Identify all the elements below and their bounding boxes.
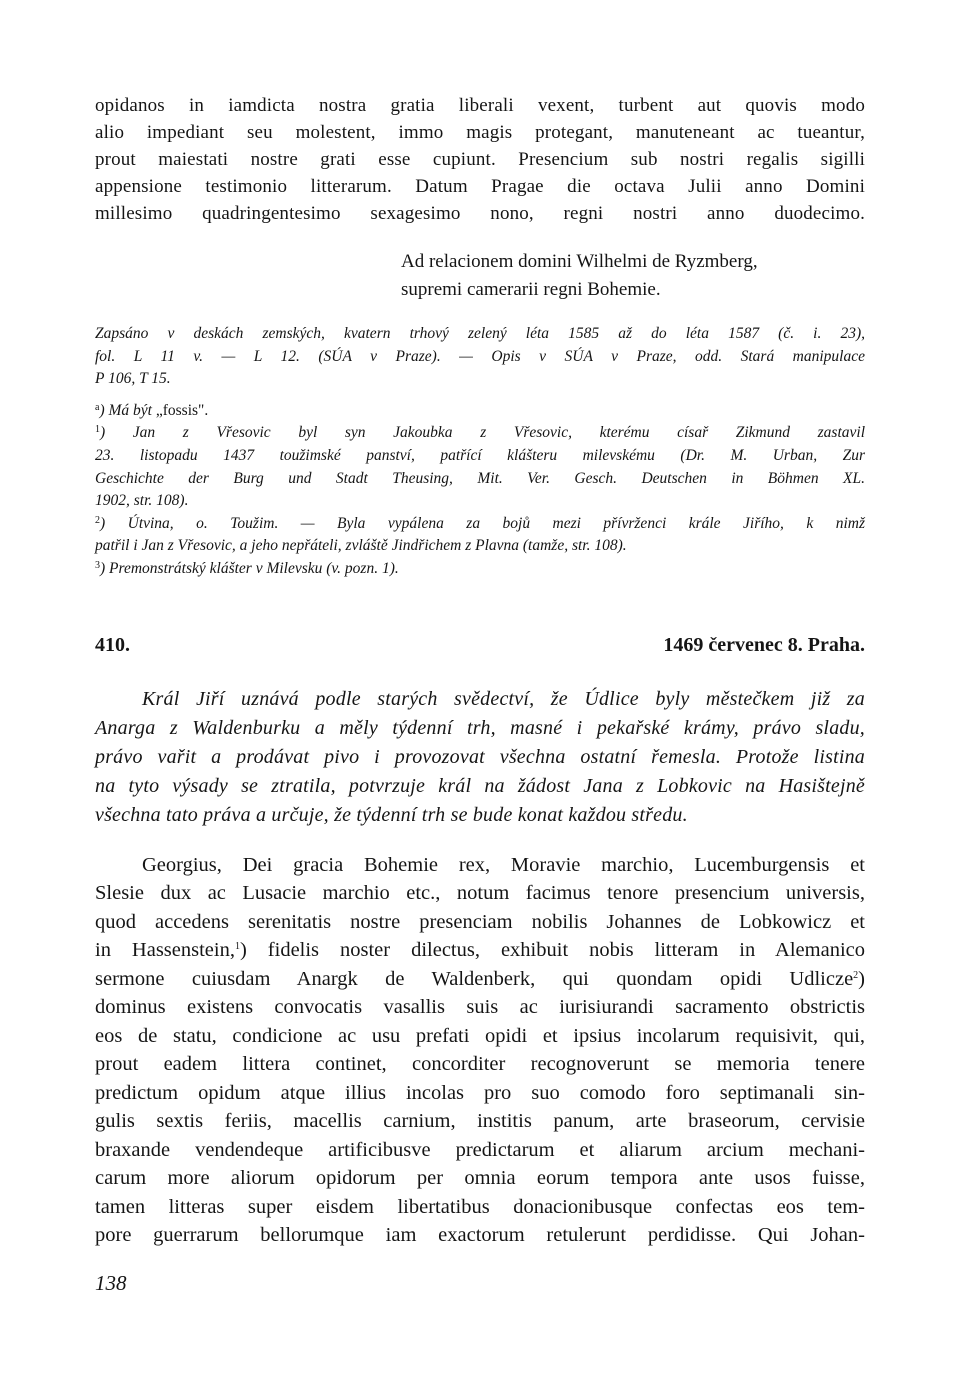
text-line: eos de statu, condicione ac usu prefati opidi et ipsius incolarum requisivit, qui,: [95, 1024, 865, 1047]
text-line: Georgius, Dei gracia Bohemie rex, Moravie marchio, Lucemburgensis et: [142, 853, 865, 876]
text-segment: ) fidelis noster dilectus, exhibuit nobis litteram in Alemanico: [239, 939, 865, 962]
text-line: Slesie dux ac Lusacie marchio etc., notum facimus tenore presencium universis,: [95, 882, 865, 905]
attestation-line: supremi camerarii regni Bohemie.: [401, 279, 661, 300]
text-segment: sermone cuiusdam Anargk de Waldenberk, qui quondam opidi Udlicze: [95, 967, 854, 990]
text-segment: in Hassenstein,: [95, 939, 235, 962]
note-line: $^a$) Má být „fossis".: [95, 401, 209, 419]
attestation-line: Ad relacionem domini Wilhelmi de Ryzmberg,: [401, 251, 758, 272]
footnote-reference: 1: [234, 941, 240, 953]
text-line: opidanos in iamdicta nostra gratia liberali vexent, turbent aut quovis modo: [95, 95, 865, 116]
text-line: pore guerrarum bellorumque iam exactorum retulerunt perdidisse. Qui Johan-: [95, 1224, 865, 1247]
text-line: [95, 965, 865, 994]
document-heading: [95, 632, 865, 658]
note-line: fol. L 11 v. — L 12. (SÚA v Praze). — Opis v SÚA v Praze, odd. Stará manipulace: [95, 347, 865, 365]
footnote-3: [95, 558, 865, 581]
previous-charter-ending: [95, 92, 865, 227]
document-summary: [95, 685, 865, 830]
footnote-a: [95, 400, 865, 423]
note-line: patřil i Jan z Vřesovic, a jeho nepřáteli, zvláště Jindřichem z Plavna (tamže, str. 108).: [95, 537, 627, 555]
note-line: 23. listopadu 1437 toužimské panství, patřící klášteru milevskému (Dr. M. Urban, Zur: [95, 446, 865, 464]
summary-line: všechna tato práva a určuje, že týdenní trh se bude konat každou středu.: [95, 803, 688, 826]
text-line: millesimo quadringentesimo sexagesimo nono, regni nostri anno duodecimo.: [95, 203, 865, 224]
note-line: Geschichte der Burg und Stadt Theusing, Mit. Ver. Gesch. Deutschen in Böhmen XL.: [95, 469, 865, 487]
footnote-text: Útvina, o. Toužim. — Byla vypálena za bojů mezi přívrženci krále Jiřího, k nimž: [127, 514, 865, 532]
footnote-marker: 2: [95, 514, 100, 526]
text-line: dominus existens convocatis vasallis suis ac iurisiurandi sacramento obstrictis: [95, 996, 865, 1019]
registry-note: [95, 323, 865, 391]
text-line: prout maiestati nostre grati esse cupiunt. Presencium sub nostri regalis sigilli: [95, 149, 865, 170]
note-line: 1902, str. 108).: [95, 492, 189, 510]
footnote-text: Má být: [108, 401, 156, 419]
footnote-text: Premonstrátský klášter v Milevsku (v. pozn. 1).: [109, 559, 399, 577]
text-line: prout eadem littera continet, concorditer recognoverunt se memoria tenere: [95, 1053, 865, 1076]
summary-line: právo vařit a prodávat pivo i provozovat všechna ostatní řemesla. Protože listina: [95, 745, 865, 768]
text-segment: ): [858, 967, 865, 990]
footnote-2: [95, 513, 865, 558]
note-line: Zapsáno v deskách zemských, kvatern trhový zelený léta 1585 až do léta 1587 (č. i. 23),: [95, 325, 865, 342]
footnote-reference: 2: [853, 969, 859, 981]
charter-text: [95, 851, 865, 1250]
summary-line: na tyto výsady se ztratila, potvrzuje král na žádost Jana z Lobkovic na Hasištejně: [95, 774, 865, 797]
note-line: $^2$) Útvina, o. Toužim. — Byla vypálena za bojů mezi přívrženci krále Jiřího, k nimž: [95, 514, 865, 532]
text-line: tamen litteras super eisdem libertatibus donacionibusque confectas eos tem-: [95, 1195, 865, 1218]
text-line: carum more aliorum opidorum per omnia eorum tempora ante usos fuisse,: [95, 1167, 865, 1190]
text-line: [95, 936, 865, 965]
note-line: P 106, T 15.: [95, 370, 171, 388]
book-page: [95, 92, 865, 1250]
footnote-marker: 3: [95, 559, 100, 571]
note-line: $^3$) Premonstrátský klášter v Milevsku (v. pozn. 1).: [95, 559, 399, 577]
footnote-quote: „fossis".: [155, 401, 209, 419]
text-line: alio impediant seu molestent, immo magis protegant, manuteneant ac tueantur,: [95, 122, 865, 143]
page-number: 138: [95, 1271, 127, 1295]
text-line: appensione testimonio litterarum. Datum Pragae die octava Julii anno Domini: [95, 176, 865, 197]
footnote-1: [95, 422, 865, 512]
document-number: 410.: [95, 633, 130, 656]
attestation-block: [401, 248, 865, 304]
document-date-place: 1469 červenec 8. Praha.: [663, 633, 865, 656]
text-line: gulis sextis feriis, macellis carnium, institis panum, arte braseorum, cervisie: [95, 1110, 865, 1133]
text-line: predictum opidum atque illius incolas pro suo comodo foro septimanali sin-: [95, 1081, 865, 1104]
footnote-marker: 1: [95, 424, 100, 436]
text-line: quod accedens serenitatis nostre presenciam nobilis Johannes de Lobkowicz et: [95, 910, 865, 933]
footnote-marker: a: [95, 401, 100, 413]
text-line: braxande vendendeque artificibusve predictarum et aliarum arcium mechani-: [95, 1138, 865, 1161]
summary-line: Král Jiří uznává podle starých svědectví, že Údlice byly městečkem již za: [142, 687, 865, 710]
summary-line: Anarga z Waldenburku a měly týdenní trh, masné i pekařské krámy, právo sladu,: [95, 716, 865, 739]
note-line: $^1$) Jan z Vřesovic byl syn Jakoubka z Vřesovic, kterému císař Zikmund zastavil: [95, 424, 865, 442]
footnote-text: Jan z Vřesovic byl syn Jakoubka z Vřesovic, kterému císař Zikmund zastavil: [132, 424, 865, 442]
